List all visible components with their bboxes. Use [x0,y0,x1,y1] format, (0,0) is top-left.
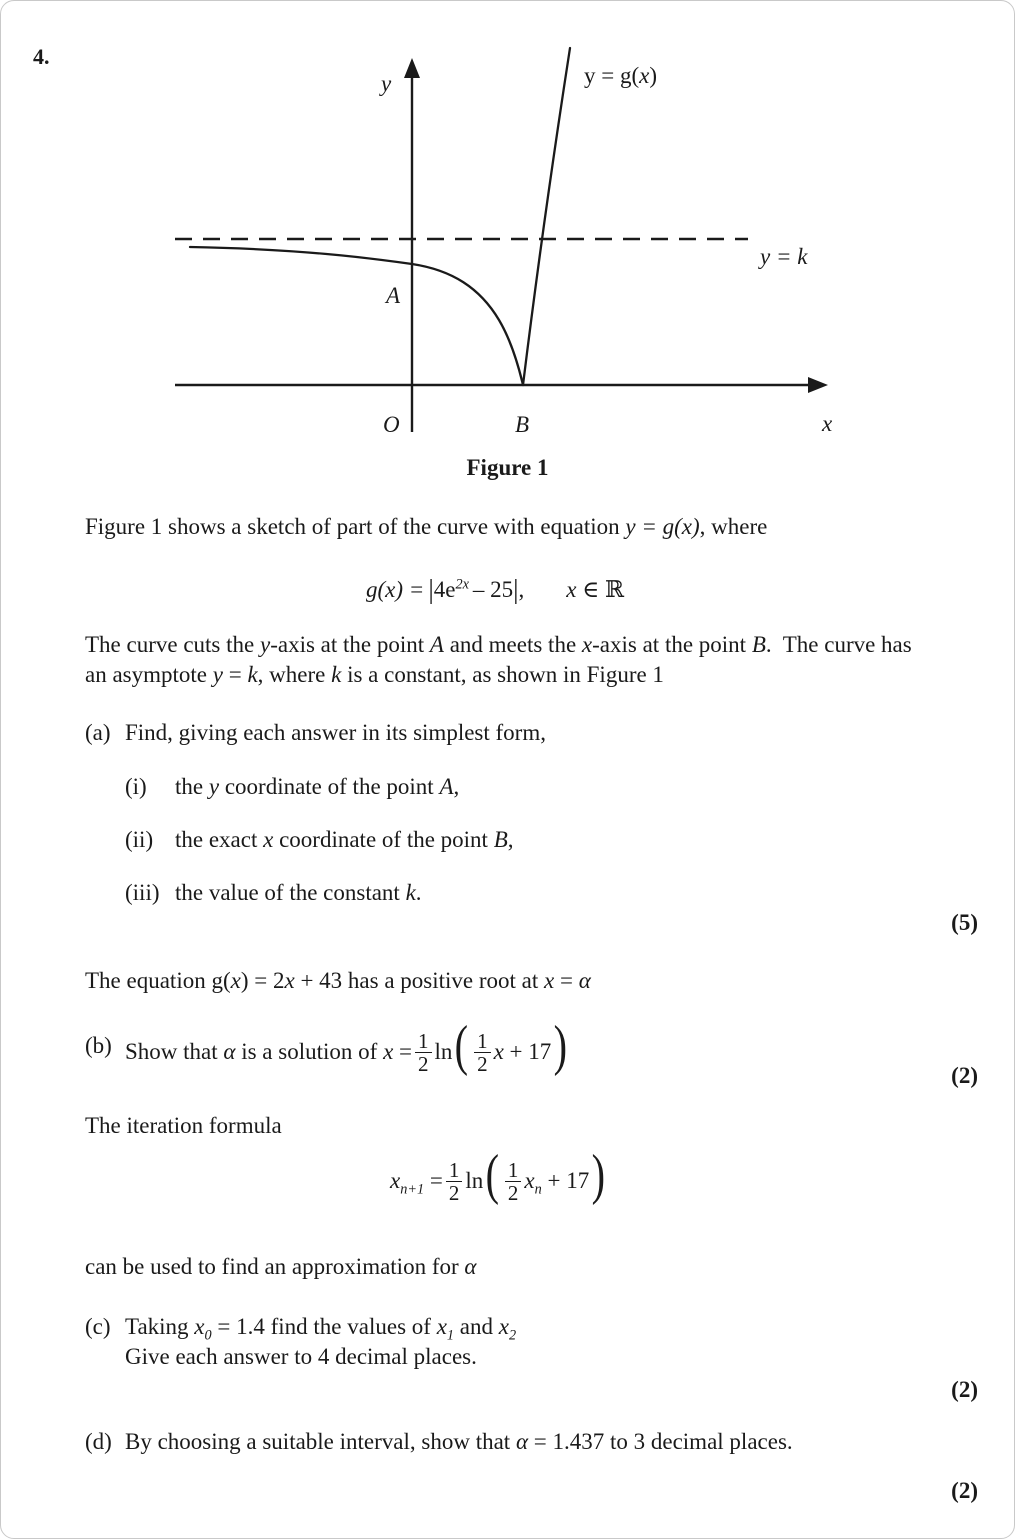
part-a-item-iii-text [175,878,422,908]
part-b-frac-half-2 [474,1030,491,1076]
root-var-1: x [230,968,241,993]
question-number: 4. [33,44,50,69]
gx-lhs: g(x) = [366,577,425,602]
part-b-eq-equals: = [399,1039,413,1065]
item-iii-pre: the value of the constant [175,880,406,905]
iter-frac2-den: 2 [505,1181,522,1204]
iter-lhs-sub: n+1 [400,1181,425,1198]
figure-caption: Figure 1 [466,455,549,480]
part-a-item-iii-marker: (iii) [125,880,160,905]
item-ii-end: , [507,827,514,852]
item-ii-pre: the exact [175,827,264,852]
iter-plus: + 17 [547,1168,590,1194]
item-ii-var: x [263,827,274,852]
iter-frac2-num: 1 [507,1158,519,1182]
root-statement [85,966,591,996]
root-var-3: x [544,968,555,993]
curve-description-line-1: The curve cuts the y-axis at the point A and meets the x-axis at the point B. The curve has [85,632,912,657]
root-pre: The equation g( [85,968,231,993]
gx-term-b: – 25 [472,577,514,602]
root-alpha: α [578,968,591,993]
figure-point-a-label: A [386,283,401,308]
part-d-pre: By choosing a suitable interval, show that [125,1429,516,1454]
figure-y-axis-label: y [381,71,392,96]
part-b-equation: x = $\frac{1}{2}$ ln( $\frac{1}{2}$ x + 17) [383,1015,568,1078]
iter-frac1-num: 1 [448,1158,460,1182]
part-c-sub-1: 1 [446,1327,455,1344]
iter-frac-half-1 [446,1159,463,1205]
part-c-pre: Taking [125,1314,195,1339]
intro-paragraph [85,512,965,542]
gx-term-a: 4e [433,577,456,602]
iteration-outro-pre: can be used to find an approximation for [85,1254,465,1279]
part-b-pre: Show that [125,1039,224,1065]
part-b-alpha: α [223,1039,236,1065]
abs-bar-close: | [513,574,519,604]
part-c-var-1: x [436,1314,447,1339]
part-c-var-2: x [498,1314,509,1339]
root-post: + 43 has a positive root at [294,968,545,993]
part-b-marks: (2) [951,1063,978,1088]
part-a-marker [85,718,111,748]
item-i-pre: the [175,774,209,799]
curve-description-line-2: an asymptote y = k, where k is a constant, as shown in Figure 1 [85,662,664,687]
item-i-post: coordinate of the point [219,774,440,799]
part-b-marker: (b) [85,1033,112,1058]
item-ii-point: B [493,827,508,852]
iter-var-sub: n [534,1181,542,1198]
part-b-eq-lhs: x [383,1039,394,1065]
figure-curve-label [584,64,657,87]
gx-domain: x ∈ ℝ [566,577,625,602]
gx-comma: , [518,577,525,602]
iteration-outro-alpha: α [464,1254,477,1279]
item-ii-post: coordinate of the point [273,827,494,852]
iter-equals: = [429,1168,443,1194]
part-b-post: is a solution of [235,1039,384,1065]
part-b-text [125,1015,570,1078]
part-c-sub-0: 0 [204,1327,212,1344]
asymptote-label-prefix: y = [760,244,798,269]
gx-exponent: 2x [455,576,469,593]
abs-bar-open: | [428,574,434,604]
iteration-outro [85,1252,476,1282]
part-a-stem: Find, giving each answer in its simplest form, [125,720,546,745]
part-c-mid: = 1.4 find the values of [211,1314,437,1339]
item-i-end: , [453,774,460,799]
equation-gx [366,573,624,604]
figure-point-b-label: B [515,412,530,437]
part-d-marks: (2) [951,1478,978,1503]
part-d-text [125,1427,793,1457]
part-a-item-i-marker: (i) [125,774,147,799]
frac1-num: 1 [418,1029,429,1053]
frac1-den: 2 [415,1052,432,1075]
part-c-marker: (c) [85,1314,111,1339]
part-c-and: and [454,1314,499,1339]
part-c-line-2: Give each answer to 4 decimal places. [125,1344,477,1369]
part-d-marker: (d) [85,1429,112,1454]
root-var-2: x [284,968,295,993]
part-a-label: (a) [85,720,111,745]
iteration-equation: $x_{n+1}$ = $\frac{1}{2}$ ln( $\frac{1}{2}$ $x_n + 17$) [390,1144,606,1207]
part-a-item-i-text [175,772,459,802]
intro-equation: y = g(x) [625,514,700,539]
part-b-eq-plus: + 17 [509,1039,552,1065]
iteration-intro: The iteration formula [85,1113,282,1138]
figure-1 [0,20,1015,450]
part-d-alpha: α [515,1429,529,1454]
curve-label-prefix: y = g( [584,63,640,88]
curve-label-suffix: ) [649,63,658,88]
asymptote-label-var: k [797,244,808,269]
y-axis [404,58,420,432]
part-b-ln: ln [434,1039,453,1065]
x-axis [175,377,828,393]
item-i-var: y [208,774,220,799]
frac2-num: 1 [477,1029,488,1053]
item-iii-end: . [415,880,422,905]
part-c-marks: (2) [951,1377,978,1402]
item-iii-var: k [405,880,416,905]
curve-right-branch [523,48,570,385]
iter-lhs-var: x [390,1168,401,1194]
iter-var: x [524,1168,535,1194]
curve-description-paragraph [85,630,995,690]
part-a-item-ii-text [175,825,514,855]
part-c-var-0: x [194,1314,205,1339]
item-i-point: A [439,774,454,799]
part-d-post: = 1.437 to 3 decimal places. [528,1429,793,1454]
part-a-item-ii-marker: (ii) [125,827,154,852]
figure-origin-label: O [383,412,400,437]
part-b-eq-var: x [493,1039,504,1065]
figure-x-axis-label: x [822,411,833,436]
part-a-marks: (5) [951,910,978,935]
figure-asymptote-label [760,245,807,268]
root-equals: = [554,968,579,993]
frac2-den: 2 [474,1052,491,1075]
part-c-sub-2: 2 [508,1327,517,1344]
root-mid: ) = 2 [240,968,285,993]
iter-ln: ln [465,1168,484,1194]
intro-text-post: , where [699,514,768,539]
iter-frac1-den: 2 [446,1181,463,1204]
curve-label-var: x [639,63,650,88]
figure-graph-svg [0,20,1015,450]
curve-left-branch [190,247,523,385]
part-b-frac-half-1 [415,1030,432,1076]
intro-text-pre: Figure 1 shows a sketch of part of the curve with equation [85,514,626,539]
iter-frac-half-2 [505,1159,522,1205]
